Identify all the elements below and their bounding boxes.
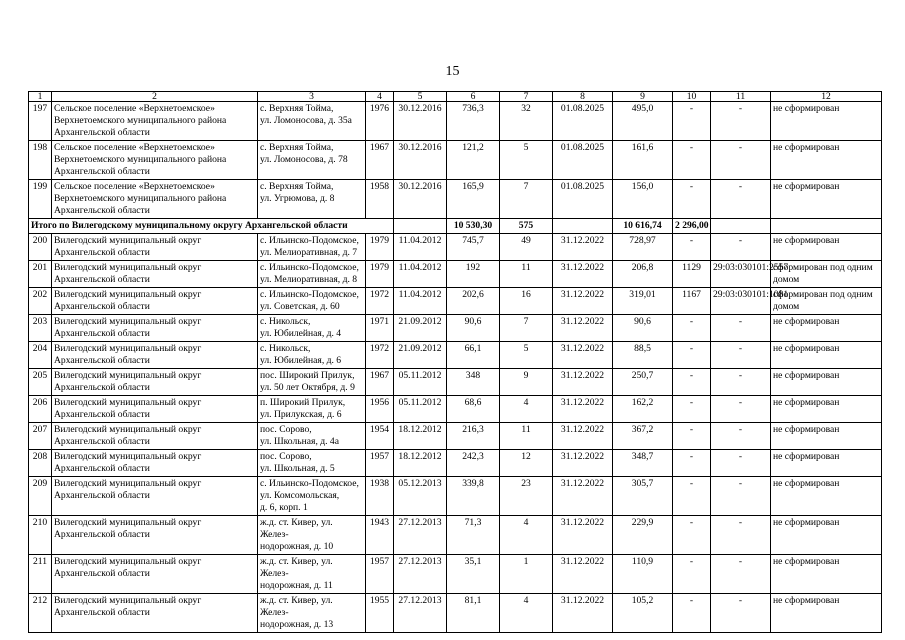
municipality-cell: Сельское поселение «Верхнетоемское» Верхнетоемского муниципального района Архангельской области	[52, 102, 258, 141]
column-header: 2	[52, 92, 258, 102]
table-row	[29, 450, 882, 477]
cadastral-area-cell: -	[673, 477, 711, 516]
area-cell: 192	[447, 261, 500, 288]
land-status-cell: не сформирован	[771, 450, 882, 477]
resettlement-deadline-cell: 31.12.2022	[553, 423, 613, 450]
recognition-date-cell: 11.04.2012	[394, 288, 447, 315]
recognition-date-cell: 05.11.2012	[394, 396, 447, 423]
address-cell: с. Никольск, ул. Юбилейная, д. 4	[258, 315, 366, 342]
land-area-cell: 495,0	[613, 102, 673, 141]
address-cell: ж.д. ст. Кивер, ул. Желез- нодорожная, д. 13	[258, 594, 366, 633]
recognition-date-cell: 21.09.2012	[394, 342, 447, 369]
table-row	[29, 180, 882, 219]
resettlement-deadline-cell: 31.12.2022	[553, 369, 613, 396]
column-header: 3	[258, 92, 366, 102]
cadastral-area-cell: -	[673, 594, 711, 633]
total-row	[29, 219, 882, 234]
housing-registry-table	[28, 91, 882, 633]
recognition-date-cell: 11.04.2012	[394, 234, 447, 261]
recognition-date-cell: 11.04.2012	[394, 261, 447, 288]
cadastral-area-cell: -	[673, 315, 711, 342]
row-number: 198	[29, 141, 52, 180]
address-cell: ж.д. ст. Кивер, ул. Желез- нодорожная, д. 10	[258, 516, 366, 555]
residents-cell: 49	[500, 234, 553, 261]
land-status-cell: не сформирован	[771, 315, 882, 342]
resettlement-deadline-cell: 31.12.2022	[553, 342, 613, 369]
resettlement-deadline-cell: 31.12.2022	[553, 516, 613, 555]
area-cell: 745,7	[447, 234, 500, 261]
table-row	[29, 342, 882, 369]
cadastral-number-cell: -	[711, 342, 771, 369]
address-cell: с. Верхняя Тойма, ул. Угрюмова, д. 8	[258, 180, 366, 219]
table-row	[29, 516, 882, 555]
page-number: 15	[445, 64, 460, 79]
year-built-cell: 1943	[366, 516, 394, 555]
area-cell: 81,1	[447, 594, 500, 633]
resettlement-deadline-cell: 31.12.2022	[553, 261, 613, 288]
land-status-cell: не сформирован	[771, 180, 882, 219]
resettlement-deadline-cell: 31.12.2022	[553, 594, 613, 633]
address-cell: п. Широкий Прилук, ул. Прилукская, д. 6	[258, 396, 366, 423]
total-land-area: 10 616,74	[613, 219, 673, 234]
year-built-cell: 1971	[366, 315, 394, 342]
year-built-cell: 1957	[366, 555, 394, 594]
resettlement-deadline-cell: 31.12.2022	[553, 555, 613, 594]
row-number: 212	[29, 594, 52, 633]
resettlement-deadline-cell: 01.08.2025	[553, 180, 613, 219]
year-built-cell: 1967	[366, 369, 394, 396]
cadastral-number-cell: -	[711, 396, 771, 423]
column-header: 6	[447, 92, 500, 102]
row-number: 204	[29, 342, 52, 369]
land-status-cell: не сформирован	[771, 516, 882, 555]
cadastral-area-cell: -	[673, 369, 711, 396]
resettlement-deadline-cell: 31.12.2022	[553, 315, 613, 342]
cadastral-number-cell: -	[711, 369, 771, 396]
row-number: 209	[29, 477, 52, 516]
empty-cell	[771, 219, 882, 234]
table-row	[29, 102, 882, 141]
residents-cell: 16	[500, 288, 553, 315]
municipality-cell: Вилегодский муниципальный округ Архангельской области	[52, 261, 258, 288]
table-row	[29, 555, 882, 594]
address-cell: с. Верхняя Тойма, ул. Ломоносова, д. 35а	[258, 102, 366, 141]
column-header: 12	[771, 92, 882, 102]
residents-cell: 4	[500, 396, 553, 423]
column-header: 9	[613, 92, 673, 102]
land-status-cell: сформирован под одним домом	[771, 261, 882, 288]
land-area-cell: 206,8	[613, 261, 673, 288]
land-area-cell: 90,6	[613, 315, 673, 342]
address-cell: с. Ильинско-Подомское, ул. Мелиоративная, д. 8	[258, 261, 366, 288]
cadastral-number-cell: -	[711, 594, 771, 633]
cadastral-number-cell: -	[711, 477, 771, 516]
cadastral-area-cell: -	[673, 516, 711, 555]
empty-cell	[711, 219, 771, 234]
address-cell: ж.д. ст. Кивер, ул. Желез- нодорожная, д. 11	[258, 555, 366, 594]
land-status-cell: не сформирован	[771, 342, 882, 369]
column-header: 5	[394, 92, 447, 102]
resettlement-deadline-cell: 01.08.2025	[553, 141, 613, 180]
recognition-date-cell: 18.12.2012	[394, 423, 447, 450]
municipality-cell: Сельское поселение «Верхнетоемское» Верхнетоемского муниципального района Архангельской области	[52, 141, 258, 180]
land-area-cell: 367,2	[613, 423, 673, 450]
address-cell: с. Верхняя Тойма, ул. Ломоносова, д. 78	[258, 141, 366, 180]
address-cell: с. Ильинско-Подомское, ул. Советская, д. 60	[258, 288, 366, 315]
row-number: 211	[29, 555, 52, 594]
row-number: 202	[29, 288, 52, 315]
cadastral-area-cell: -	[673, 102, 711, 141]
recognition-date-cell: 05.11.2012	[394, 369, 447, 396]
residents-cell: 32	[500, 102, 553, 141]
residents-cell: 1	[500, 555, 553, 594]
cadastral-area-cell: -	[673, 555, 711, 594]
row-number: 207	[29, 423, 52, 450]
municipality-cell: Вилегодский муниципальный округ Архангельской области	[52, 594, 258, 633]
land-area-cell: 161,6	[613, 141, 673, 180]
resettlement-deadline-cell: 31.12.2022	[553, 234, 613, 261]
row-number: 206	[29, 396, 52, 423]
recognition-date-cell: 05.12.2013	[394, 477, 447, 516]
cadastral-area-cell: -	[673, 450, 711, 477]
row-number: 199	[29, 180, 52, 219]
cadastral-number-cell: -	[711, 234, 771, 261]
area-cell: 66,1	[447, 342, 500, 369]
land-status-cell: не сформирован	[771, 141, 882, 180]
cadastral-number-cell: -	[711, 180, 771, 219]
table-row	[29, 396, 882, 423]
land-status-cell: сформирован под одним домом	[771, 288, 882, 315]
cadastral-area-cell: -	[673, 342, 711, 369]
table-row	[29, 141, 882, 180]
land-area-cell: 348,7	[613, 450, 673, 477]
year-built-cell: 1979	[366, 234, 394, 261]
cadastral-area-cell: -	[673, 423, 711, 450]
municipality-cell: Вилегодский муниципальный округ Архангельской области	[52, 234, 258, 261]
cadastral-area-cell: -	[673, 234, 711, 261]
land-status-cell: не сформирован	[771, 234, 882, 261]
row-number: 210	[29, 516, 52, 555]
municipality-cell: Вилегодский муниципальный округ Архангельской области	[52, 315, 258, 342]
table-row	[29, 315, 882, 342]
residents-cell: 7	[500, 180, 553, 219]
column-header: 10	[673, 92, 711, 102]
row-number: 201	[29, 261, 52, 288]
municipality-cell: Вилегодский муниципальный округ Архангельской области	[52, 423, 258, 450]
column-header: 11	[711, 92, 771, 102]
recognition-date-cell: 21.09.2012	[394, 315, 447, 342]
cadastral-number-cell: -	[711, 450, 771, 477]
cadastral-area-cell: 1167	[673, 288, 711, 315]
area-cell: 348	[447, 369, 500, 396]
year-built-cell: 1938	[366, 477, 394, 516]
year-built-cell: 1972	[366, 288, 394, 315]
resettlement-deadline-cell: 31.12.2022	[553, 450, 613, 477]
area-cell: 68,6	[447, 396, 500, 423]
area-cell: 242,3	[447, 450, 500, 477]
area-cell: 216,3	[447, 423, 500, 450]
residents-cell: 4	[500, 516, 553, 555]
table-row	[29, 477, 882, 516]
year-built-cell: 1954	[366, 423, 394, 450]
area-cell: 736,3	[447, 102, 500, 141]
year-built-cell: 1979	[366, 261, 394, 288]
municipality-cell: Вилегодский муниципальный округ Архангельской области	[52, 396, 258, 423]
cadastral-number-cell: 29:03:030101:2557	[711, 261, 771, 288]
year-built-cell: 1972	[366, 342, 394, 369]
resettlement-deadline-cell: 31.12.2022	[553, 396, 613, 423]
municipality-cell: Вилегодский муниципальный округ Архангельской области	[52, 342, 258, 369]
cadastral-area-cell: -	[673, 141, 711, 180]
land-area-cell: 105,2	[613, 594, 673, 633]
column-header: 4	[366, 92, 394, 102]
column-header: 8	[553, 92, 613, 102]
residents-cell: 12	[500, 450, 553, 477]
municipality-cell: Вилегодский муниципальный округ Архангельской области	[52, 477, 258, 516]
table-row	[29, 234, 882, 261]
address-cell: с. Ильинско-Подомское, ул. Мелиоративная, д. 7	[258, 234, 366, 261]
address-cell: с. Никольск, ул. Юбилейная, д. 6	[258, 342, 366, 369]
total-cadastral-area: 2 296,00	[673, 219, 711, 234]
table-row	[29, 423, 882, 450]
address-cell: пос. Сорово, ул. Школьная, д. 4а	[258, 423, 366, 450]
land-area-cell: 229,9	[613, 516, 673, 555]
resettlement-deadline-cell: 01.08.2025	[553, 102, 613, 141]
cadastral-number-cell: -	[711, 102, 771, 141]
area-cell: 35,1	[447, 555, 500, 594]
cadastral-number-cell: -	[711, 141, 771, 180]
recognition-date-cell: 18.12.2012	[394, 450, 447, 477]
total-residents: 575	[500, 219, 553, 234]
area-cell: 202,6	[447, 288, 500, 315]
land-area-cell: 110,9	[613, 555, 673, 594]
address-cell: пос. Широкий Прилук, ул. 50 лет Октября, д. 9	[258, 369, 366, 396]
land-area-cell: 88,5	[613, 342, 673, 369]
area-cell: 165,9	[447, 180, 500, 219]
land-area-cell: 728,97	[613, 234, 673, 261]
land-status-cell: не сформирован	[771, 555, 882, 594]
municipality-cell: Вилегодский муниципальный округ Архангельской области	[52, 369, 258, 396]
residents-cell: 11	[500, 261, 553, 288]
land-area-cell: 305,7	[613, 477, 673, 516]
residents-cell: 9	[500, 369, 553, 396]
recognition-date-cell: 27.12.2013	[394, 555, 447, 594]
address-cell: с. Ильинско-Подомское, ул. Комсомольская, д. 6, корп. 1	[258, 477, 366, 516]
empty-cell	[394, 219, 447, 234]
residents-cell: 11	[500, 423, 553, 450]
municipality-cell: Вилегодский муниципальный округ Архангельской области	[52, 450, 258, 477]
cadastral-area-cell: 1129	[673, 261, 711, 288]
municipality-cell: Сельское поселение «Верхнетоемское» Верхнетоемского муниципального района Архангельской области	[52, 180, 258, 219]
total-area: 10 530,30	[447, 219, 500, 234]
land-status-cell: не сформирован	[771, 594, 882, 633]
recognition-date-cell: 27.12.2013	[394, 516, 447, 555]
residents-cell: 4	[500, 594, 553, 633]
table-row	[29, 369, 882, 396]
row-number: 208	[29, 450, 52, 477]
residents-cell: 5	[500, 342, 553, 369]
resettlement-deadline-cell: 31.12.2022	[553, 477, 613, 516]
residents-cell: 7	[500, 315, 553, 342]
recognition-date-cell: 30.12.2016	[394, 102, 447, 141]
column-header: 7	[500, 92, 553, 102]
total-label: Итого по Вилегодскому муниципальному округу Архангельской области	[29, 219, 394, 234]
year-built-cell: 1957	[366, 450, 394, 477]
land-area-cell: 156,0	[613, 180, 673, 219]
land-status-cell: не сформирован	[771, 423, 882, 450]
municipality-cell: Вилегодский муниципальный округ Архангельской области	[52, 288, 258, 315]
area-cell: 339,8	[447, 477, 500, 516]
area-cell: 71,3	[447, 516, 500, 555]
row-number: 200	[29, 234, 52, 261]
year-built-cell: 1958	[366, 180, 394, 219]
row-number: 203	[29, 315, 52, 342]
cadastral-area-cell: -	[673, 180, 711, 219]
area-cell: 90,6	[447, 315, 500, 342]
year-built-cell: 1955	[366, 594, 394, 633]
empty-cell	[553, 219, 613, 234]
land-status-cell: не сформирован	[771, 102, 882, 141]
row-number: 205	[29, 369, 52, 396]
year-built-cell: 1967	[366, 141, 394, 180]
land-status-cell: не сформирован	[771, 477, 882, 516]
recognition-date-cell: 30.12.2016	[394, 180, 447, 219]
cadastral-number-cell: -	[711, 555, 771, 594]
area-cell: 121,2	[447, 141, 500, 180]
table-row	[29, 594, 882, 633]
municipality-cell: Вилегодский муниципальный округ Архангельской области	[52, 516, 258, 555]
land-status-cell: не сформирован	[771, 369, 882, 396]
cadastral-number-cell: 29:03:030101:1081	[711, 288, 771, 315]
residents-cell: 5	[500, 141, 553, 180]
residents-cell: 23	[500, 477, 553, 516]
table-row	[29, 261, 882, 288]
year-built-cell: 1956	[366, 396, 394, 423]
resettlement-deadline-cell: 31.12.2022	[553, 288, 613, 315]
land-area-cell: 319,01	[613, 288, 673, 315]
address-cell: пос. Сорово, ул. Школьная, д. 5	[258, 450, 366, 477]
land-area-cell: 250,7	[613, 369, 673, 396]
table-row	[29, 288, 882, 315]
land-area-cell: 162,2	[613, 396, 673, 423]
column-number-row	[29, 92, 882, 102]
row-number: 197	[29, 102, 52, 141]
cadastral-area-cell: -	[673, 396, 711, 423]
recognition-date-cell: 30.12.2016	[394, 141, 447, 180]
land-status-cell: не сформирован	[771, 396, 882, 423]
column-header: 1	[29, 92, 52, 102]
cadastral-number-cell: -	[711, 516, 771, 555]
year-built-cell: 1976	[366, 102, 394, 141]
municipality-cell: Вилегодский муниципальный округ Архангельской области	[52, 555, 258, 594]
cadastral-number-cell: -	[711, 315, 771, 342]
recognition-date-cell: 27.12.2013	[394, 594, 447, 633]
cadastral-number-cell: -	[711, 423, 771, 450]
